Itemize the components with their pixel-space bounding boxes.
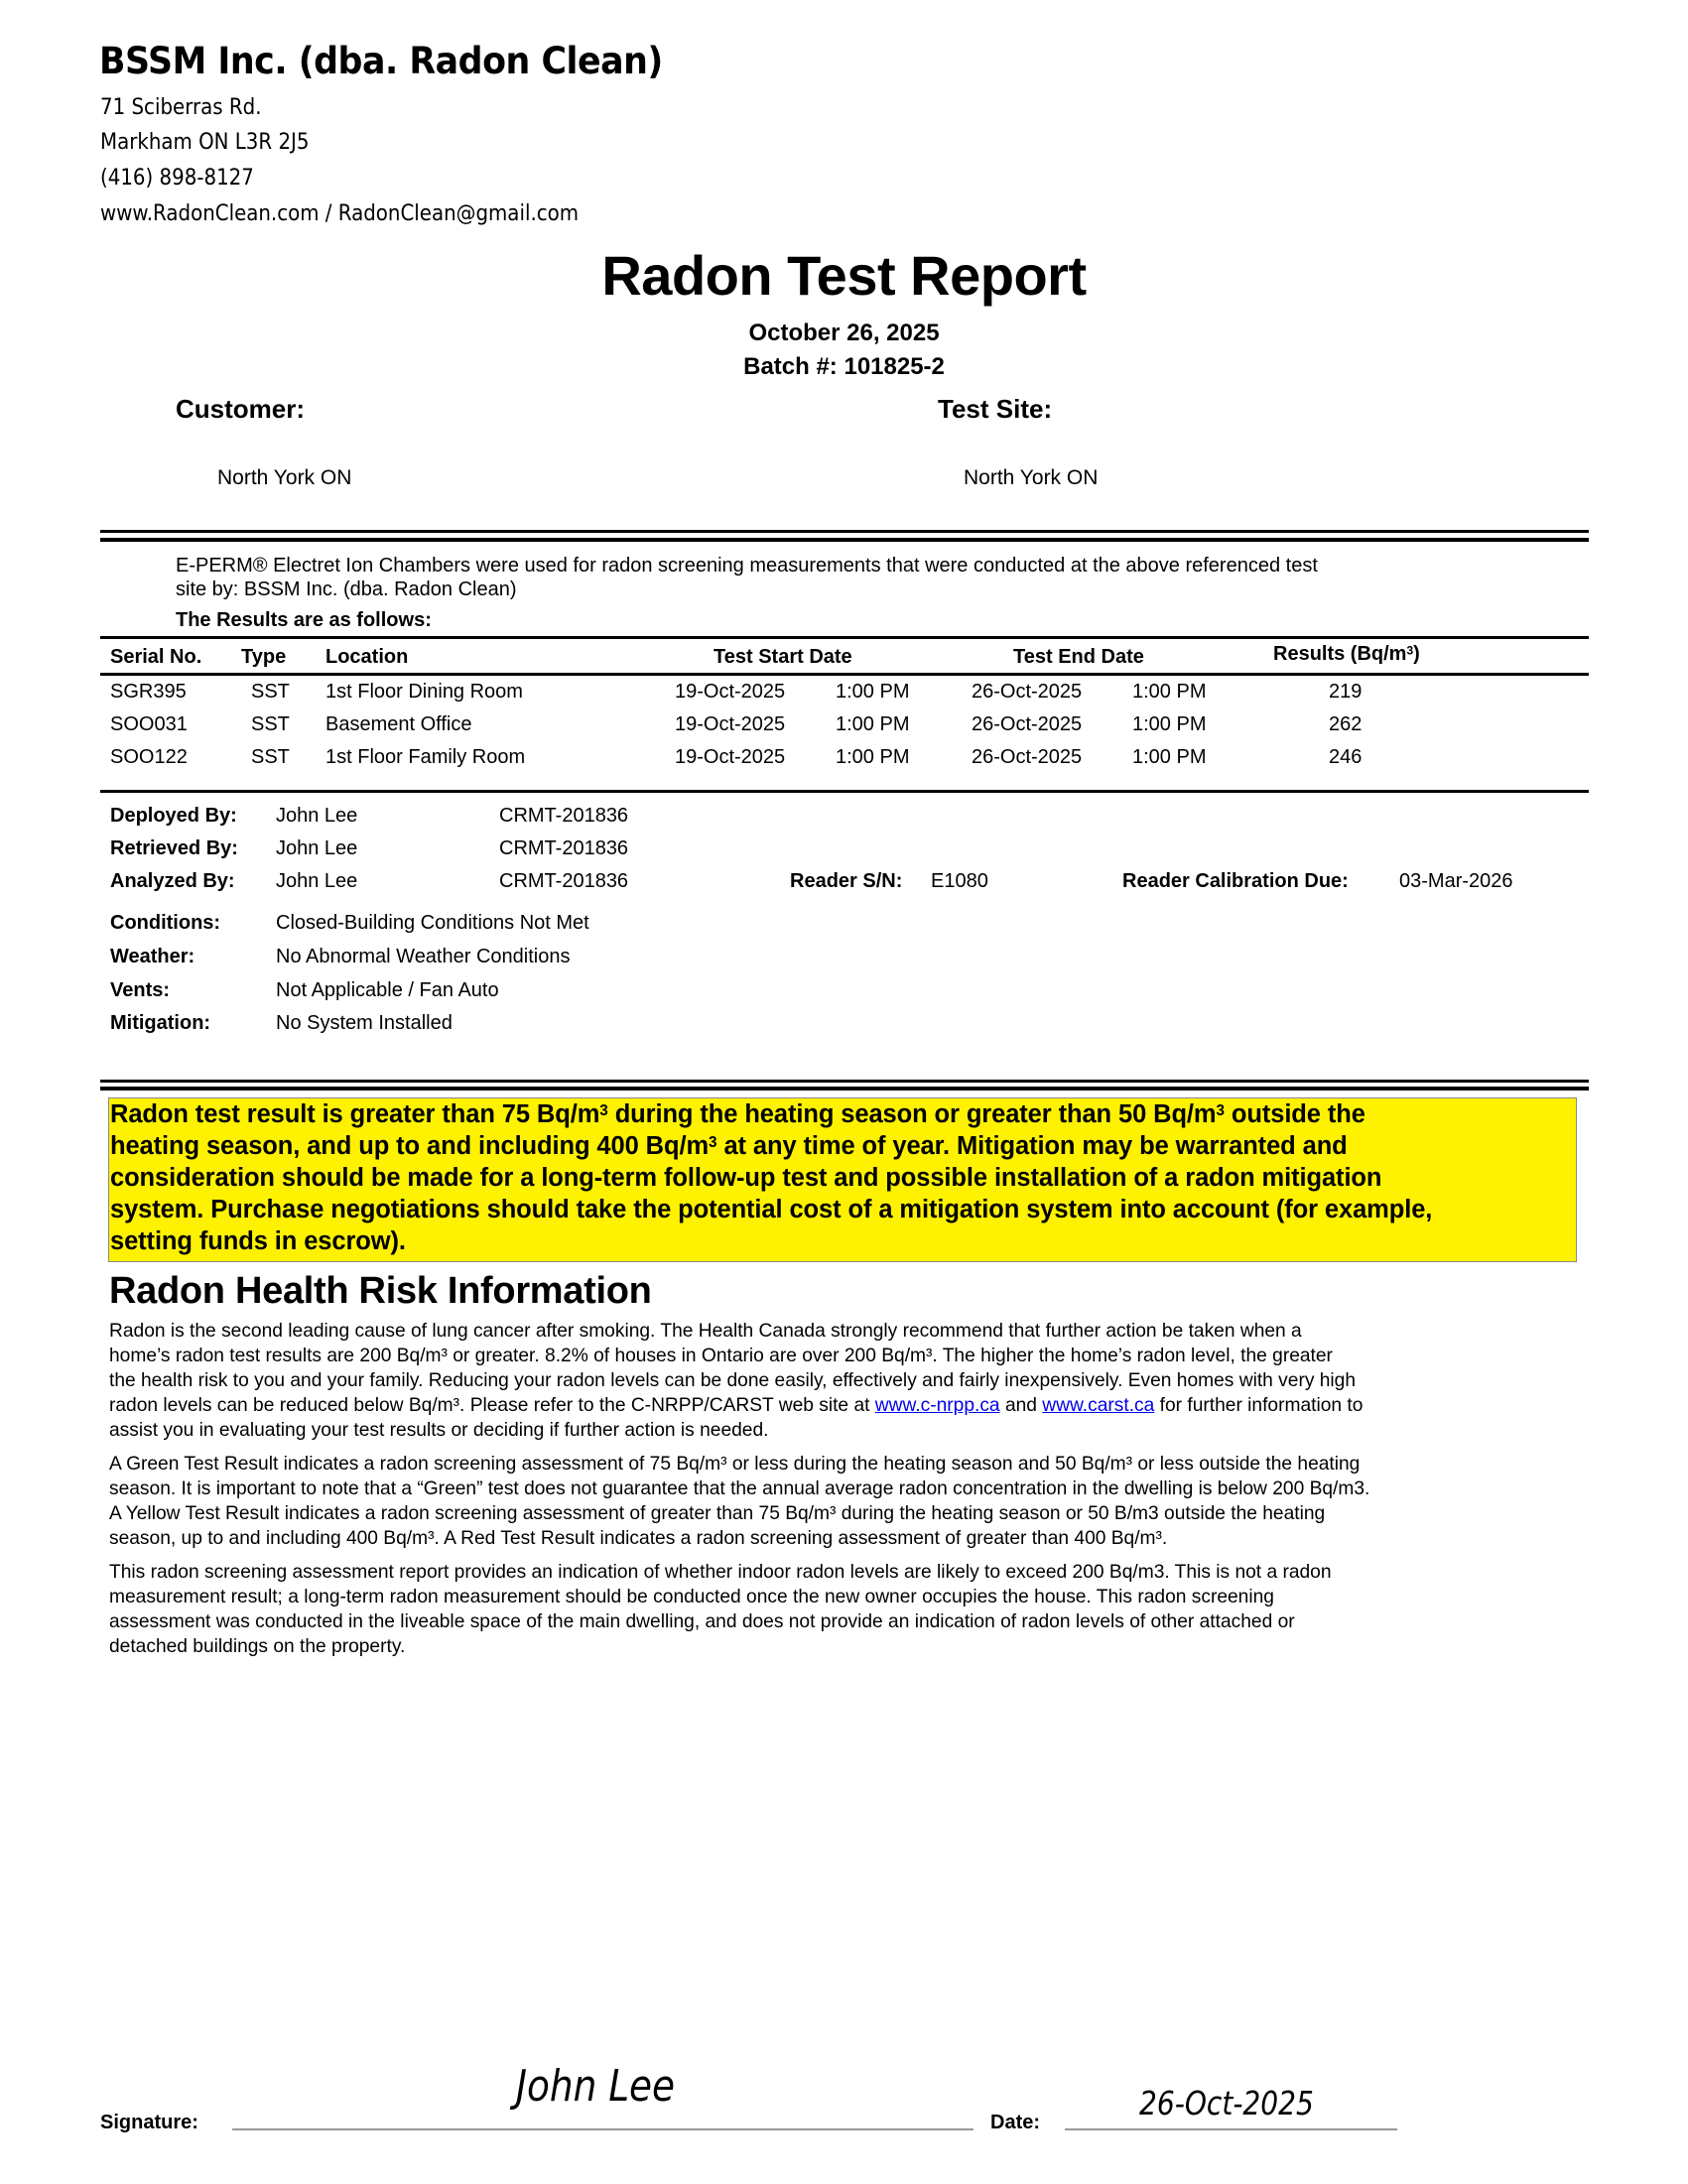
signature-label: Signature:: [100, 2112, 198, 2133]
result-alert-box: [108, 1097, 1577, 1262]
paragraph-text: and: [999, 1395, 1043, 1416]
cell-location: 1st Floor Family Room: [325, 746, 526, 768]
cell-end-date: 26-Oct-2025: [972, 681, 1083, 703]
cell-serial: SOO122: [110, 746, 188, 768]
mitigation-label: Mitigation:: [110, 1012, 211, 1034]
alert-line: system. Purchase negotiations should take the potential cost of a mitigation system into account (for example,: [110, 1196, 1433, 1223]
paragraph-line: A Yellow Test Result indicates a radon screening assessment of greater than 75 Bq/m³ during the heating season or 50 B/m3 outside the heating: [109, 1503, 1326, 1524]
cell-result: 246: [1329, 746, 1363, 768]
cell-start-time: 1:00 PM: [836, 713, 910, 735]
analyzed-by-name: John Lee: [276, 870, 358, 892]
test-site-location: North York ON: [964, 466, 1099, 489]
paragraph-line: detached buildings on the property.: [109, 1636, 406, 1657]
cell-type: SST: [251, 681, 290, 703]
alert-line: consideration should be made for a long-term follow-up test and possible installation of a radon mitigation: [110, 1164, 1382, 1192]
deployed-by-name: John Lee: [276, 805, 358, 827]
header-serial: Serial No.: [110, 646, 202, 668]
alert-line: setting funds in escrow).: [110, 1227, 406, 1255]
paragraph-text: for further information to: [1154, 1395, 1363, 1416]
vents-value: Not Applicable / Fan Auto: [276, 979, 499, 1001]
report-date: October 26, 2025: [748, 320, 940, 346]
cell-start-date: 19-Oct-2025: [675, 746, 786, 768]
date-line[interactable]: [1065, 2128, 1397, 2130]
cell-start-date: 19-Oct-2025: [675, 681, 786, 703]
divider: [100, 1087, 1589, 1091]
paragraph-line: assessment was conducted in the liveable space of the main dwelling, and does not provide an indication of radon levels of other attached or: [109, 1611, 1295, 1632]
cell-type: SST: [251, 713, 290, 735]
report-title: Radon Test Report: [601, 244, 1087, 307]
cell-serial: SOO031: [110, 713, 188, 735]
cell-start-time: 1:00 PM: [836, 746, 910, 768]
cell-start-time: 1:00 PM: [836, 681, 910, 703]
paragraph-line: home’s radon test results are 200 Bq/m³ or greater. 8.2% of houses in Ontario are over 200 Bq/m³. The higher the home’s radon level, the greater: [109, 1346, 1333, 1366]
cell-end-time: 1:00 PM: [1132, 746, 1207, 768]
paragraph-text: radon levels can be reduced below Bq/m³. Please refer to the C-NRPP/CARST web site at: [109, 1395, 875, 1416]
intro-text-line1: E-PERM® Electret Ion Chambers were used for radon screening measurements that were conducted at the above referenced test: [176, 555, 1318, 577]
paragraph-line: [109, 1395, 1363, 1417]
cell-location: 1st Floor Dining Room: [325, 681, 523, 703]
signature-name: John Lee: [516, 2061, 676, 2112]
signature-line[interactable]: [232, 2128, 974, 2130]
table-header-rule: [100, 673, 1589, 676]
divider: [100, 1080, 1589, 1083]
cell-end-date: 26-Oct-2025: [972, 713, 1083, 735]
signature-date: 26-Oct-2025: [1139, 2084, 1314, 2122]
table-top-rule: [100, 636, 1589, 639]
conditions-value: Closed-Building Conditions Not Met: [276, 912, 589, 934]
header-results: Results $(Bq/m^3)$: [1273, 643, 1420, 665]
reader-sn: E1080: [931, 870, 988, 892]
cell-location: Basement Office: [325, 713, 472, 735]
header-start-date: Test Start Date: [714, 646, 852, 668]
cell-result: 262: [1329, 713, 1363, 735]
analyzed-by-label: Analyzed By:: [110, 870, 235, 892]
customer-location: North York ON: [217, 466, 352, 489]
company-name: BSSM Inc. (dba. Radon Clean): [99, 40, 663, 82]
company-address-city: Markham ON L3R 2J5: [100, 130, 310, 155]
carst-link[interactable]: www.carst.ca: [1042, 1395, 1155, 1416]
paragraph-line: Radon is the second leading cause of lung cancer after smoking. The Health Canada strongly recommend that further action be taken when a: [109, 1321, 1302, 1342]
intro-text-line2: site by: BSSM Inc. (dba. Radon Clean): [176, 578, 517, 600]
company-phone: (416) 898-8127: [100, 166, 254, 191]
paragraph-line: measurement result; a long-term radon measurement should be conducted once the new owner occupies the house. This radon screening: [109, 1587, 1274, 1607]
cell-end-time: 1:00 PM: [1132, 681, 1207, 703]
reader-calibration-due: 03-Mar-2026: [1399, 870, 1513, 892]
weather-label: Weather:: [110, 946, 195, 967]
cell-end-date: 26-Oct-2025: [972, 746, 1083, 768]
company-address-street: 71 Sciberras Rd.: [100, 95, 262, 120]
header-type: Type: [241, 646, 287, 668]
analyzed-by-cert: CRMT-201836: [499, 870, 629, 892]
paragraph-line: This radon screening assessment report provides an indication of whether indoor radon levels are likely to exceed 200 Bq/m3. This is not a radon: [109, 1562, 1332, 1583]
c-nrpp-link[interactable]: www.c-nrpp.ca: [874, 1395, 1000, 1416]
conditions-label: Conditions:: [110, 912, 221, 934]
company-web-email: www.RadonClean.com / RadonClean@gmail.com: [100, 201, 580, 226]
reader-calibration-label: Reader Calibration Due:: [1122, 870, 1349, 892]
customer-label: Customer:: [176, 394, 306, 424]
paragraph-line: season. It is important to note that a “Green” test does not guarantee that the annual average radon concentration in the dwelling is below 200 Bq/m3.: [109, 1478, 1370, 1499]
health-info-heading: Radon Health Risk Information: [109, 1270, 652, 1312]
paragraph-line: assist you in evaluating your test results or deciding if further action is needed.: [109, 1420, 769, 1441]
header-end-date: Test End Date: [1013, 646, 1144, 668]
cell-type: SST: [251, 746, 290, 768]
retrieved-by-name: John Lee: [276, 837, 358, 859]
alert-line: heating season, and up to and including 400 $Bq/m^3$ at any time of year. Mitigation may be warranted and: [110, 1132, 1348, 1160]
table-bottom-rule: [100, 790, 1589, 793]
weather-value: No Abnormal Weather Conditions: [276, 946, 571, 967]
paragraph-line: A Green Test Result indicates a radon screening assessment of 75 Bq/m³ or less during the heating season and 50 Bq/m³ or less outside the heating: [109, 1454, 1361, 1475]
mitigation-value: No System Installed: [276, 1012, 453, 1034]
vents-label: Vents:: [110, 979, 171, 1001]
cell-serial: SGR395: [110, 681, 187, 703]
deployed-by-label: Deployed By:: [110, 805, 237, 827]
alert-line: Radon test result is greater than 75 $Bq/m^3$ during the heating season or greater than 50 $Bq/m^3$ outside the: [110, 1100, 1365, 1128]
test-site-label: Test Site:: [938, 394, 1053, 424]
paragraph-line: season, up to and including 400 Bq/m³. A Red Test Result indicates a radon screening assessment of greater than 400 Bq/m³.: [109, 1528, 1168, 1549]
date-label: Date:: [990, 2112, 1041, 2133]
divider: [100, 538, 1589, 542]
retrieved-by-cert: CRMT-201836: [499, 837, 629, 859]
header-location: Location: [325, 646, 409, 668]
divider: [100, 530, 1589, 533]
reader-sn-label: Reader S/N:: [790, 870, 903, 892]
cell-result: 219: [1329, 681, 1363, 703]
results-heading: The Results are as follows:: [176, 609, 432, 631]
deployed-by-cert: CRMT-201836: [499, 805, 629, 827]
paragraph-line: the health risk to you and your family. Reducing your radon levels can be done easily, effectively and fairly inexpensively. Even homes with very high: [109, 1370, 1357, 1391]
retrieved-by-label: Retrieved By:: [110, 837, 238, 859]
batch-number: Batch #: 101825-2: [743, 353, 945, 380]
cell-start-date: 19-Oct-2025: [675, 713, 786, 735]
cell-end-time: 1:00 PM: [1132, 713, 1207, 735]
